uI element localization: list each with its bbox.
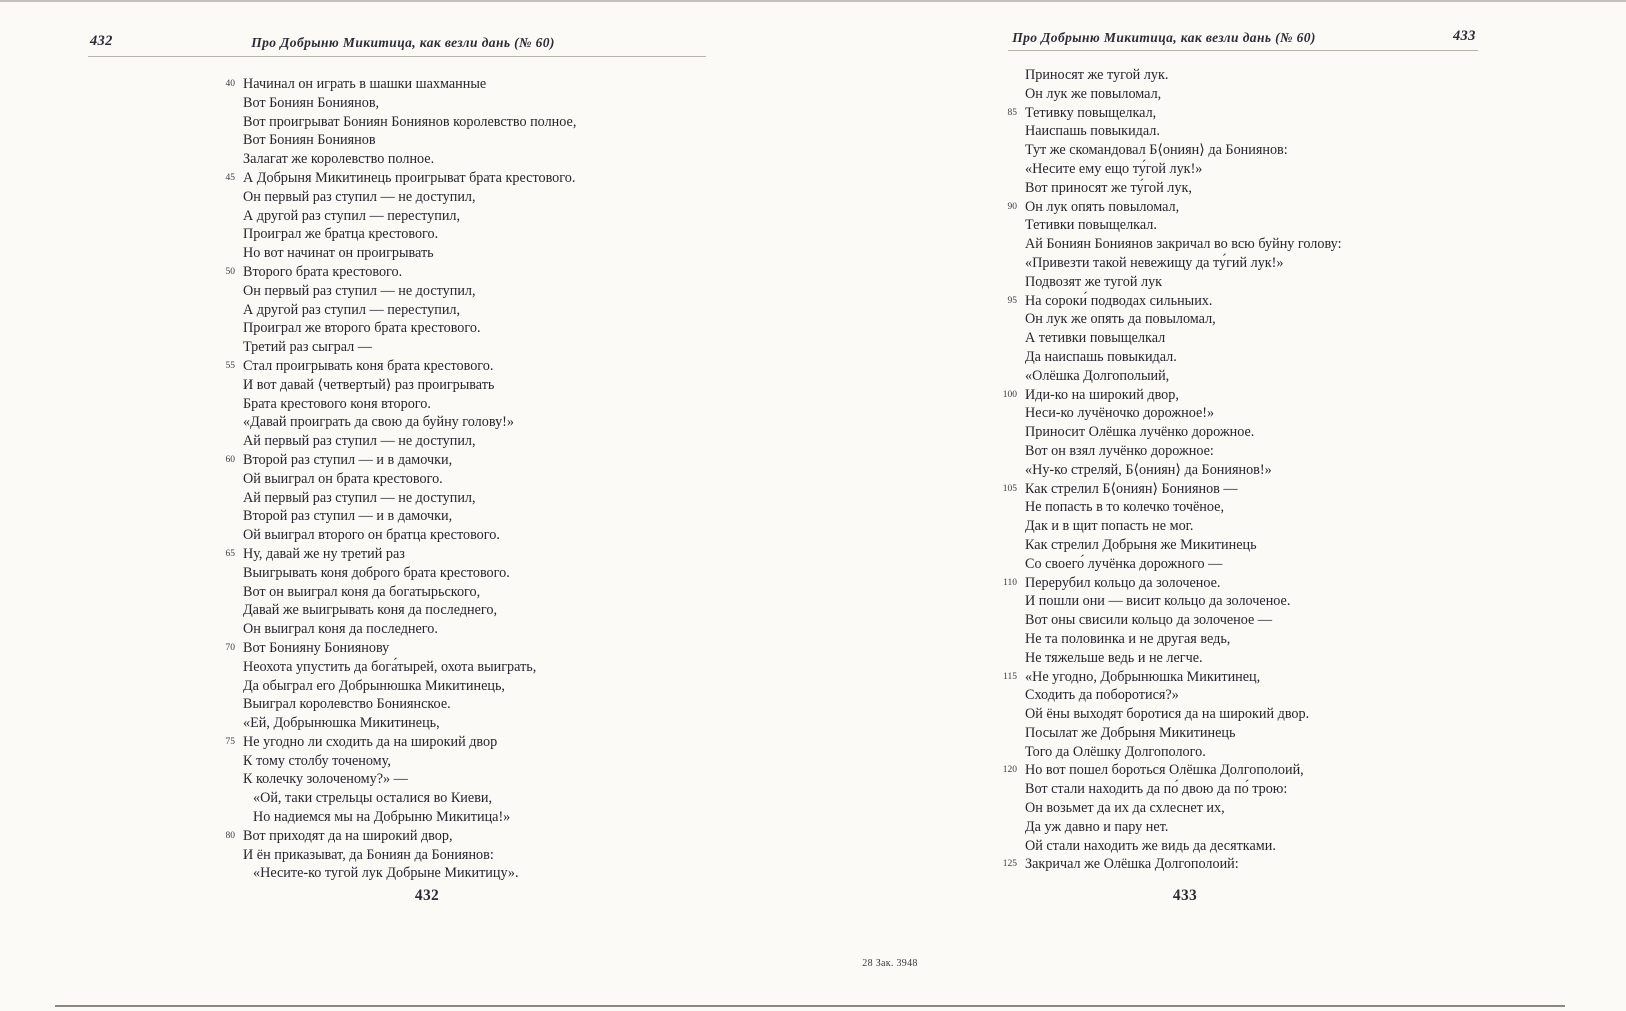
line-number: 60 bbox=[225, 454, 235, 465]
line-text: «Привезти такой невежищу да ту́гий лук!» bbox=[1025, 254, 1284, 271]
line-text: Со своего́ лучёнка дорожного — bbox=[1025, 555, 1223, 572]
line-text: Вот стали находить да по́ двою да по́ трою: bbox=[1025, 781, 1288, 798]
line-text: Дак и в щит попасть не мог. bbox=[1025, 518, 1194, 535]
line-text: Проиграл же второго брата крестового. bbox=[243, 320, 481, 337]
line-number: 55 bbox=[225, 360, 235, 371]
line-text: Он лук же опять да повыломал, bbox=[1025, 311, 1216, 328]
verse-line bbox=[983, 161, 1342, 180]
line-text: Ай первый раз ступил — не доступил, bbox=[243, 489, 476, 506]
verse-line bbox=[201, 189, 576, 208]
line-number: 70 bbox=[225, 642, 235, 653]
verse-line bbox=[201, 490, 576, 509]
verse-line bbox=[983, 236, 1342, 255]
verse-line bbox=[983, 105, 1342, 124]
verse-line bbox=[201, 771, 576, 790]
verse-line bbox=[983, 762, 1342, 781]
line-text: Посылат же Добрыня Микитинець bbox=[1025, 724, 1236, 741]
line-text: Да обыграл его Добрынюшка Микитинець, bbox=[243, 677, 505, 694]
verse-line bbox=[983, 706, 1342, 725]
line-text: Вот Бонияну Бониянову bbox=[243, 639, 390, 656]
verse-line bbox=[983, 311, 1342, 330]
line-text: Вот Бониян Бониянов bbox=[243, 132, 376, 149]
line-text: Сходить да поборотися?» bbox=[1025, 687, 1179, 704]
line-text: «Давай проиграть да свою да буйну голову!» bbox=[243, 414, 514, 431]
head-rule-left bbox=[88, 56, 706, 57]
verse-line bbox=[201, 602, 576, 621]
verse-line bbox=[983, 274, 1342, 293]
line-text: Третий раз сыграл — bbox=[243, 339, 372, 356]
line-number: 50 bbox=[225, 266, 235, 277]
verse-line bbox=[983, 518, 1342, 537]
line-number: 65 bbox=[225, 548, 235, 559]
verse-line bbox=[983, 405, 1342, 424]
verse-line bbox=[983, 199, 1342, 218]
running-head-left: Про Добрыню Микитица, как везли дань (№ 60) bbox=[251, 35, 555, 50]
line-text: К тому столбу точеному, bbox=[243, 752, 391, 769]
verse-line bbox=[983, 856, 1342, 875]
line-text: Не та половинка и не другая ведь, bbox=[1025, 630, 1231, 647]
line-text: И ён приказыват, да Бониян да Бониянов: bbox=[243, 846, 494, 863]
verse-line bbox=[201, 715, 576, 734]
line-text: Закричал же Олёшка Долгополоий: bbox=[1025, 856, 1239, 873]
verse-line bbox=[983, 293, 1342, 312]
line-text: Да наиспашь повыкидал. bbox=[1025, 348, 1177, 365]
line-text: «Несите ему ещо ту́гой лук!» bbox=[1025, 160, 1203, 177]
line-text: Тетивку повыщелкал, bbox=[1025, 104, 1157, 121]
verse-column-left bbox=[201, 76, 576, 884]
verse-line bbox=[201, 828, 576, 847]
line-number: 45 bbox=[225, 172, 235, 183]
line-text: Ой выиграл второго он братца крестового. bbox=[243, 527, 500, 544]
line-text: Но надиемся мы на Добрыню Микитица!» bbox=[253, 809, 511, 826]
line-text: Проиграл же братца крестового. bbox=[243, 226, 439, 243]
verse-line bbox=[983, 499, 1342, 518]
line-text: «Ей, Добрынюшка Микитинець, bbox=[243, 715, 440, 732]
verse-line bbox=[201, 621, 576, 640]
verse-line bbox=[983, 612, 1342, 631]
verse-line bbox=[983, 443, 1342, 462]
head-rule-right bbox=[1008, 50, 1478, 51]
verse-line bbox=[201, 584, 576, 603]
verse-line bbox=[201, 696, 576, 715]
line-text: Стал проигрывать коня брата крестового. bbox=[243, 357, 494, 374]
line-text: А тетивки повыщелкал bbox=[1025, 330, 1166, 347]
verse-line bbox=[201, 471, 576, 490]
verse-line bbox=[983, 424, 1342, 443]
verse-line bbox=[983, 67, 1342, 86]
line-number: 110 bbox=[1003, 577, 1017, 588]
verse-line bbox=[983, 180, 1342, 199]
verse-line bbox=[201, 377, 576, 396]
verse-line bbox=[983, 142, 1342, 161]
line-text: Да уж давно и пару нет. bbox=[1025, 818, 1169, 835]
verse-line bbox=[201, 678, 576, 697]
verse-line bbox=[983, 462, 1342, 481]
line-text: Вот приносят же ту́гой лук, bbox=[1025, 179, 1192, 196]
line-text: Того да Олёшку Долгополого. bbox=[1025, 743, 1206, 760]
line-text: Приносят же тугой лук. bbox=[1025, 67, 1169, 83]
line-text: Подвозят же тугой лук bbox=[1025, 273, 1163, 290]
verse-line bbox=[201, 396, 576, 415]
line-text: Наиспашь повыкидал. bbox=[1025, 123, 1160, 140]
verse-line bbox=[201, 339, 576, 358]
line-text: Брата крестового коня второго. bbox=[243, 395, 431, 412]
line-text: И пошли они — висит кольцо да золоченое. bbox=[1025, 593, 1291, 610]
line-text: Начинал он играть в шашки шахманные bbox=[243, 76, 487, 92]
verse-line bbox=[201, 753, 576, 772]
verse-line bbox=[983, 86, 1342, 105]
line-text: Второго брата крестового. bbox=[243, 263, 403, 280]
line-number: 75 bbox=[225, 736, 235, 747]
verse-line bbox=[201, 508, 576, 527]
line-text: Давай же выигрывать коня да последнего, bbox=[243, 602, 498, 619]
verse-line bbox=[201, 527, 576, 546]
line-text: На сороки́ подводах сильныих. bbox=[1025, 292, 1213, 309]
verse-line bbox=[983, 217, 1342, 236]
verse-line bbox=[983, 669, 1342, 688]
verse-line bbox=[201, 76, 576, 95]
verse-line bbox=[983, 556, 1342, 575]
line-text: Как стрелил Добрыня же Микитинець bbox=[1025, 536, 1257, 553]
verse-line bbox=[201, 790, 576, 809]
line-text: А другой раз ступил — переступил, bbox=[243, 301, 461, 318]
verse-line bbox=[983, 123, 1342, 142]
line-text: Перерубил кольцо да золоченое. bbox=[1025, 574, 1221, 591]
line-text: Вот Бониян Бониянов, bbox=[243, 94, 380, 111]
line-text: Вот оны свисили кольцо да золоченое — bbox=[1025, 612, 1273, 629]
verse-line bbox=[201, 208, 576, 227]
line-text: Он лук же повыломал, bbox=[1025, 85, 1162, 102]
line-text: «Не угодно, Добрынюшка Микитинец, bbox=[1025, 668, 1261, 685]
verse-line bbox=[983, 838, 1342, 857]
verse-line bbox=[983, 725, 1342, 744]
print-note: 28 Зак. 3948 bbox=[862, 958, 918, 969]
line-text: Вот он выиграл коня да богатырьского, bbox=[243, 583, 481, 600]
verse-line bbox=[201, 226, 576, 245]
verse-line bbox=[201, 132, 576, 151]
line-text: Вот приходят да на широкий двор, bbox=[243, 827, 453, 844]
verse-line bbox=[983, 800, 1342, 819]
line-text: К колечку золоченому?» — bbox=[243, 771, 408, 788]
verse-line bbox=[201, 565, 576, 584]
verse-column-right bbox=[983, 67, 1342, 875]
verse-line bbox=[983, 687, 1342, 706]
line-text: Ой выиграл он брата крестового. bbox=[243, 470, 443, 487]
verse-line bbox=[983, 349, 1342, 368]
line-text: Второй раз ступил — и в дамочки, bbox=[243, 451, 453, 468]
verse-line bbox=[201, 640, 576, 659]
verse-line bbox=[983, 368, 1342, 387]
verse-line bbox=[201, 358, 576, 377]
line-text: «Ой, таки стрельцы осталися во Киеви, bbox=[253, 790, 493, 807]
line-text: Не попасть в то колечко точёное, bbox=[1025, 499, 1225, 516]
line-text: А Добрыня Микитинець проигрыват брата крестового. bbox=[243, 169, 576, 186]
verse-line bbox=[201, 433, 576, 452]
verse-line bbox=[201, 847, 576, 866]
page-number-bottom-right: 433 bbox=[1172, 887, 1198, 904]
line-number: 120 bbox=[1002, 765, 1017, 776]
line-text: Ой стали находить же видь да десятками. bbox=[1025, 837, 1276, 854]
line-text: Ай первый раз ступил — не доступил, bbox=[243, 433, 476, 450]
line-text: Выигрывать коня доброго брата крестового. bbox=[243, 564, 510, 581]
line-number: 125 bbox=[1002, 859, 1017, 870]
verse-line bbox=[983, 575, 1342, 594]
page-number-top-right: 433 bbox=[1453, 28, 1476, 44]
verse-line bbox=[201, 734, 576, 753]
line-text: Тут же скомандовал Б⟨ониян⟩ да Бониянов: bbox=[1025, 142, 1288, 159]
scan-edge-top bbox=[0, 0, 1626, 2]
verse-line bbox=[201, 264, 576, 283]
verse-line bbox=[983, 255, 1342, 274]
line-text: Он выиграл коня да последнего. bbox=[243, 621, 438, 638]
line-text: Но вот пошел бороться Олёшка Долгополоий, bbox=[1025, 762, 1304, 779]
line-number: 80 bbox=[225, 830, 235, 841]
line-text: Приносит Олёшка лучёнко дорожное. bbox=[1025, 424, 1255, 441]
line-text: Ай Бониян Бониянов закричал во всю буйну голову: bbox=[1025, 236, 1342, 253]
line-text: А другой раз ступил — переступил, bbox=[243, 207, 461, 224]
verse-line bbox=[201, 151, 576, 170]
verse-line bbox=[201, 452, 576, 471]
line-text: И вот давай ⟨четвертый⟩ раз проигрывать bbox=[243, 376, 495, 393]
line-text: Не тяжельше ведь и не легче. bbox=[1025, 649, 1203, 666]
verse-line bbox=[201, 414, 576, 433]
line-text: «Ну-ко стреляй, Б⟨ониян⟩ да Бониянов!» bbox=[1025, 461, 1272, 478]
verse-line bbox=[201, 114, 576, 133]
line-number: 85 bbox=[1007, 107, 1017, 118]
page-number-bottom-left: 432 bbox=[414, 887, 440, 904]
line-text: Как стрелил Б⟨ониян⟩ Бониянов — bbox=[1025, 480, 1238, 497]
verse-line bbox=[201, 320, 576, 339]
line-text: Не угодно ли сходить да на широкий двор bbox=[243, 733, 498, 750]
line-text: Он возьмет да их да схлеснет их, bbox=[1025, 800, 1225, 817]
line-number: 95 bbox=[1007, 295, 1017, 306]
line-number: 40 bbox=[225, 79, 235, 89]
line-text: Он первый раз ступил — не доступил, bbox=[243, 282, 476, 299]
line-number: 100 bbox=[1002, 389, 1017, 400]
line-text: Выиграл королевство Бониянское. bbox=[243, 696, 451, 713]
line-text: Залагат же королевство полное. bbox=[243, 151, 435, 168]
line-text: Вот он взял лучёнко дорожное: bbox=[1025, 442, 1214, 459]
verse-line bbox=[983, 330, 1342, 349]
verse-line bbox=[983, 650, 1342, 669]
verse-line bbox=[201, 546, 576, 565]
verse-line bbox=[201, 245, 576, 264]
scan-edge-bottom bbox=[55, 1005, 1565, 1007]
verse-line bbox=[201, 809, 576, 828]
line-text: Он лук опять повыломал, bbox=[1025, 198, 1180, 215]
line-number: 115 bbox=[1003, 671, 1017, 682]
line-text: Неохота упустить да бога́тырей, охота выиграть, bbox=[243, 658, 537, 675]
line-text: Второй раз ступил — и в дамочки, bbox=[243, 508, 453, 525]
verse-line bbox=[201, 302, 576, 321]
running-head-right: Про Добрыню Микитица, как везли дань (№ 60) bbox=[1012, 30, 1316, 45]
verse-line bbox=[201, 95, 576, 114]
verse-line bbox=[983, 744, 1342, 763]
verse-line bbox=[983, 781, 1342, 800]
line-text: Ой ёны выходят боротися да на широкий двор. bbox=[1025, 706, 1310, 723]
verse-line bbox=[201, 659, 576, 678]
verse-line bbox=[201, 865, 576, 884]
verse-line bbox=[201, 283, 576, 302]
page-number-top-left: 432 bbox=[90, 33, 113, 49]
verse-line bbox=[983, 631, 1342, 650]
line-text: Вот проигрыват Бониян Бониянов королевство полное, bbox=[243, 113, 577, 130]
verse-line bbox=[983, 593, 1342, 612]
line-text: «Олёшка Долгополыий, bbox=[1025, 367, 1170, 384]
line-text: Тетивки повыщелкал. bbox=[1025, 217, 1157, 234]
line-text: Ну, давай же ну третий раз bbox=[243, 545, 405, 562]
line-text: Иди-ко на широкий двор, bbox=[1025, 386, 1179, 403]
line-text: Неси-ко лучёночко дорожное!» bbox=[1025, 405, 1215, 422]
line-text: Он первый раз ступил — не доступил, bbox=[243, 188, 476, 205]
verse-line bbox=[983, 481, 1342, 500]
verse-line bbox=[983, 537, 1342, 556]
verse-line bbox=[201, 170, 576, 189]
line-number: 90 bbox=[1007, 201, 1017, 212]
verse-line bbox=[983, 819, 1342, 838]
line-number: 105 bbox=[1002, 483, 1017, 494]
verse-line bbox=[983, 387, 1342, 406]
line-text: Но вот начинат он проигрывать bbox=[243, 245, 434, 262]
line-text: «Несите-ко тугой лук Добрыне Микитицу». bbox=[253, 865, 519, 882]
